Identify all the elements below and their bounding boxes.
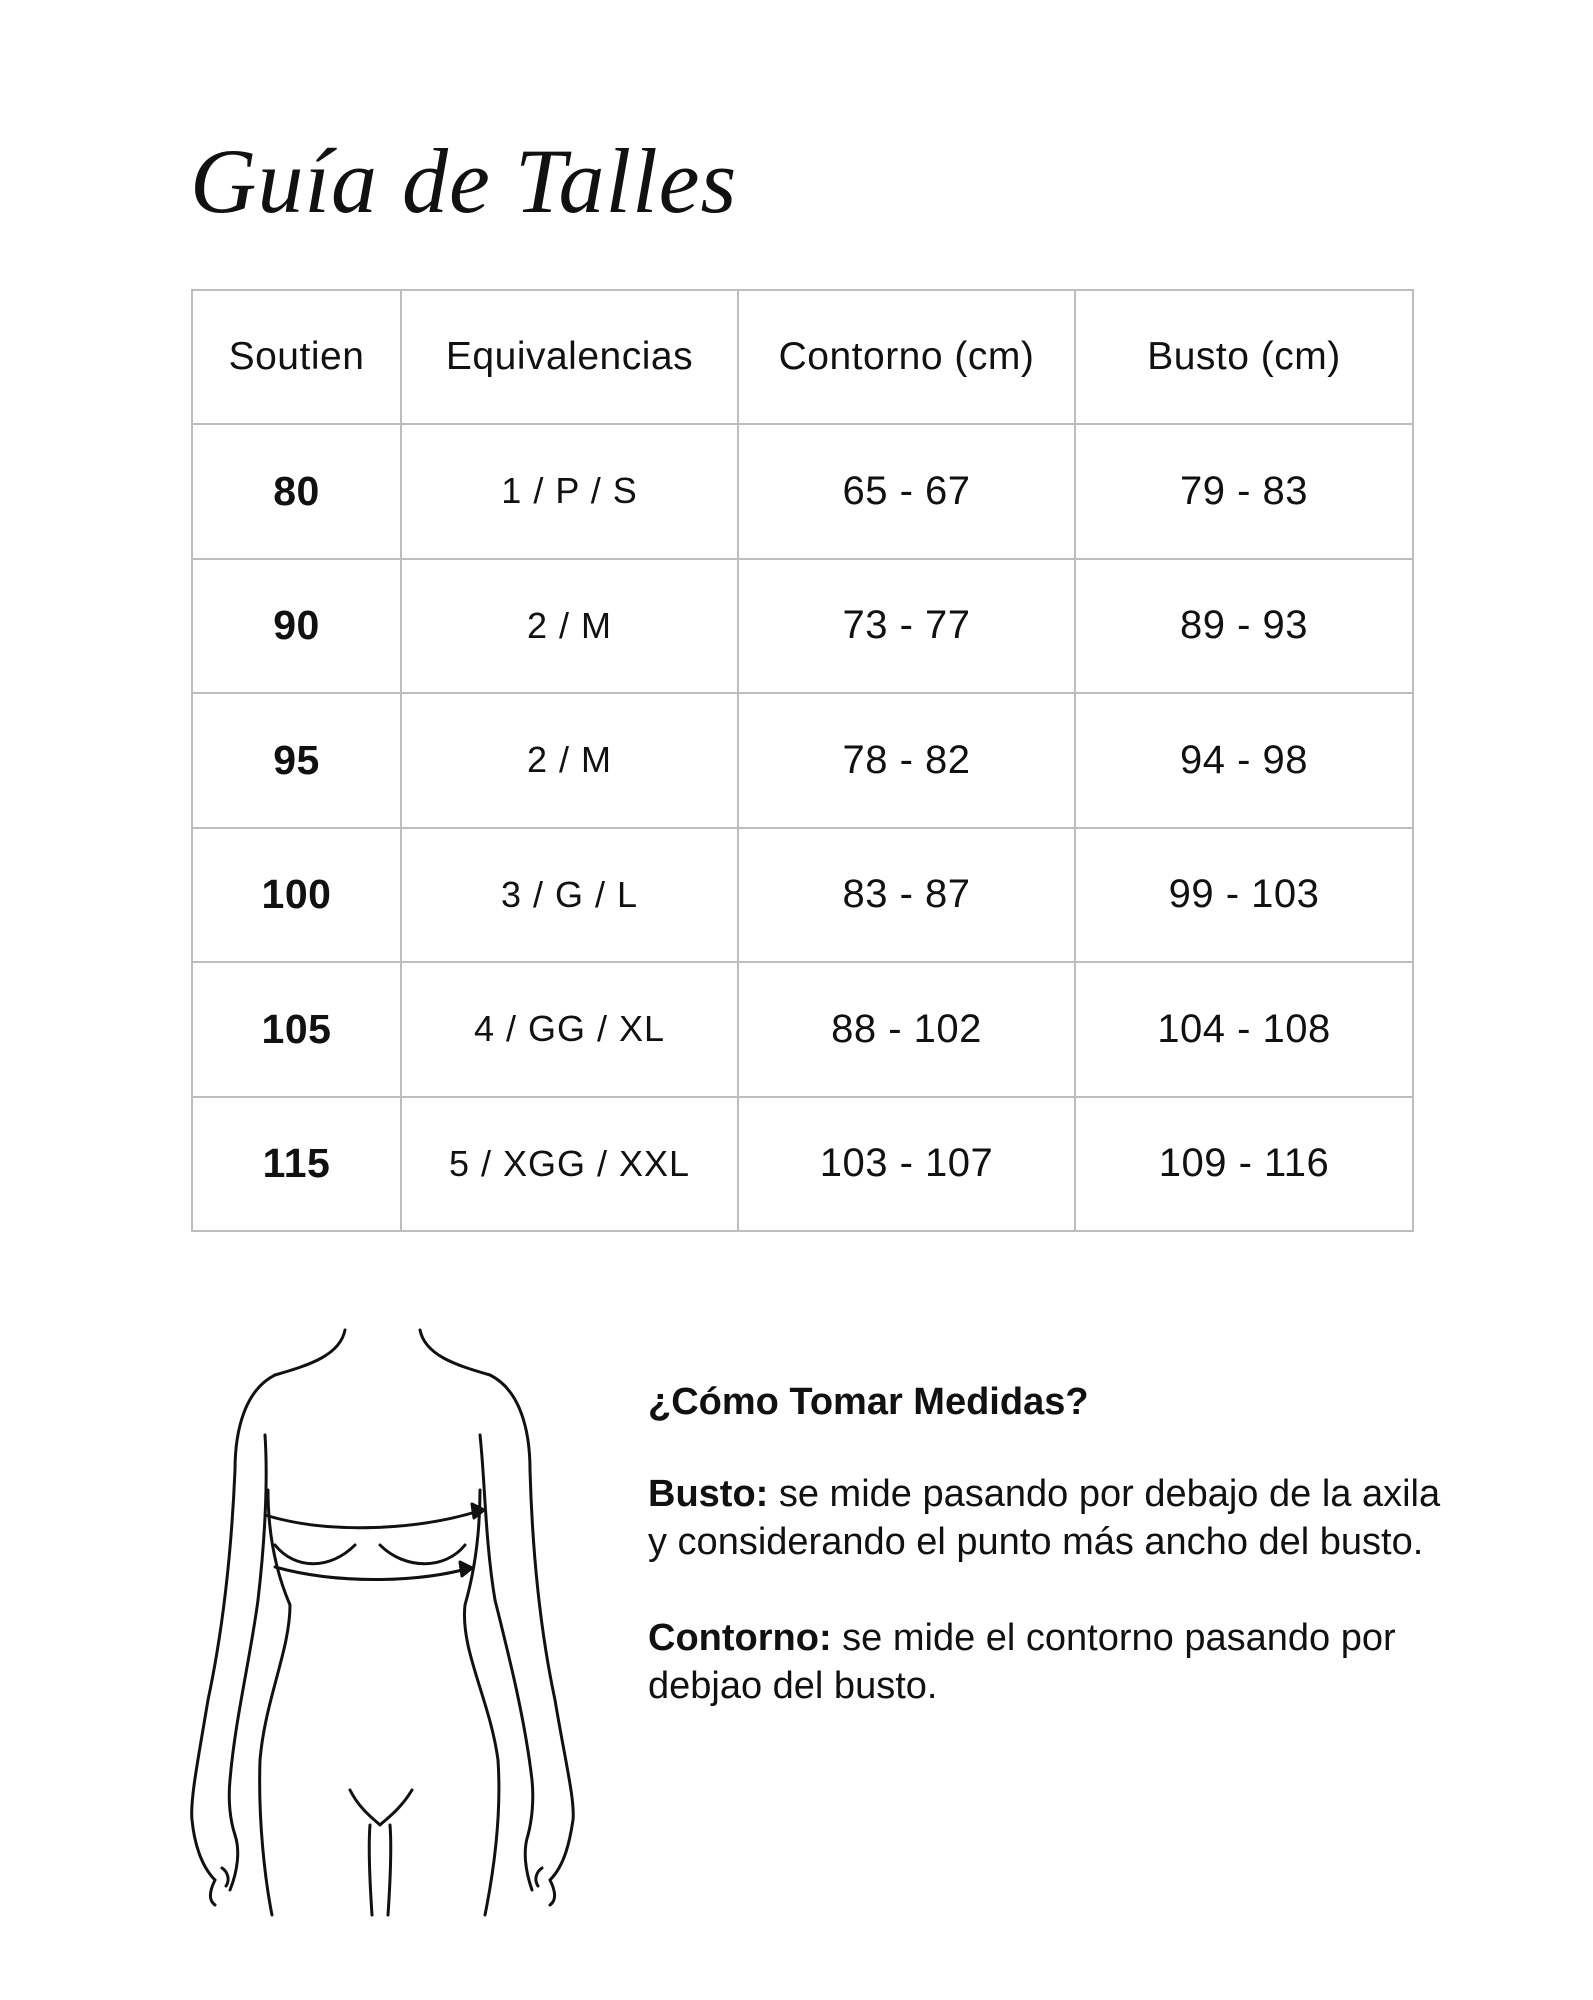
cell-soutien: 100 [192, 828, 401, 963]
busto-label: Busto: [648, 1473, 769, 1515]
contorno-instruction [648, 1614, 1448, 1710]
cell-contorno: 73 - 77 [738, 559, 1075, 694]
cell-equivalencias: 3 / G / L [401, 828, 738, 963]
instructions-heading: ¿Cómo Tomar Medidas? [648, 1381, 1089, 1423]
cell-busto: 89 - 93 [1075, 559, 1413, 694]
table-row [192, 828, 1413, 963]
cell-contorno: 78 - 82 [738, 693, 1075, 828]
measurement-instructions [648, 1378, 1448, 1758]
table-row [192, 962, 1413, 1097]
header-soutien: Soutien [192, 290, 401, 424]
table-header-row [192, 290, 1413, 424]
header-equivalencias: Equivalencias [401, 290, 738, 424]
table-row [192, 424, 1413, 559]
table-row [192, 693, 1413, 828]
contorno-text: se mide el contorno pasando por debjao del busto. [648, 1617, 1396, 1707]
body-measurement-illustration [180, 1320, 600, 1920]
cell-soutien: 105 [192, 962, 401, 1097]
cell-equivalencias: 2 / M [401, 559, 738, 694]
cell-equivalencias: 1 / P / S [401, 424, 738, 559]
busto-text: se mide pasando por debajo de la axila y considerando el punto más ancho del busto. [648, 1473, 1441, 1563]
cell-soutien: 115 [192, 1097, 401, 1232]
header-busto: Busto (cm) [1075, 290, 1413, 424]
cell-busto: 109 - 116 [1075, 1097, 1413, 1232]
cell-equivalencias: 2 / M [401, 693, 738, 828]
cell-equivalencias: 4 / GG / XL [401, 962, 738, 1097]
cell-busto: 79 - 83 [1075, 424, 1413, 559]
cell-equivalencias: 5 / XGG / XXL [401, 1097, 738, 1232]
cell-busto: 99 - 103 [1075, 828, 1413, 963]
cell-busto: 94 - 98 [1075, 693, 1413, 828]
cell-soutien: 80 [192, 424, 401, 559]
busto-instruction [648, 1470, 1448, 1566]
cell-soutien: 95 [192, 693, 401, 828]
cell-contorno: 103 - 107 [738, 1097, 1075, 1232]
cell-soutien: 90 [192, 559, 401, 694]
table-row [192, 1097, 1413, 1232]
size-table [191, 289, 1414, 1232]
cell-busto: 104 - 108 [1075, 962, 1413, 1097]
cell-contorno: 88 - 102 [738, 962, 1075, 1097]
cell-contorno: 65 - 67 [738, 424, 1075, 559]
table-row [192, 559, 1413, 694]
header-contorno: Contorno (cm) [738, 290, 1075, 424]
cell-contorno: 83 - 87 [738, 828, 1075, 963]
contorno-label: Contorno: [648, 1617, 832, 1659]
page-title: Guía de Talles [190, 130, 738, 232]
